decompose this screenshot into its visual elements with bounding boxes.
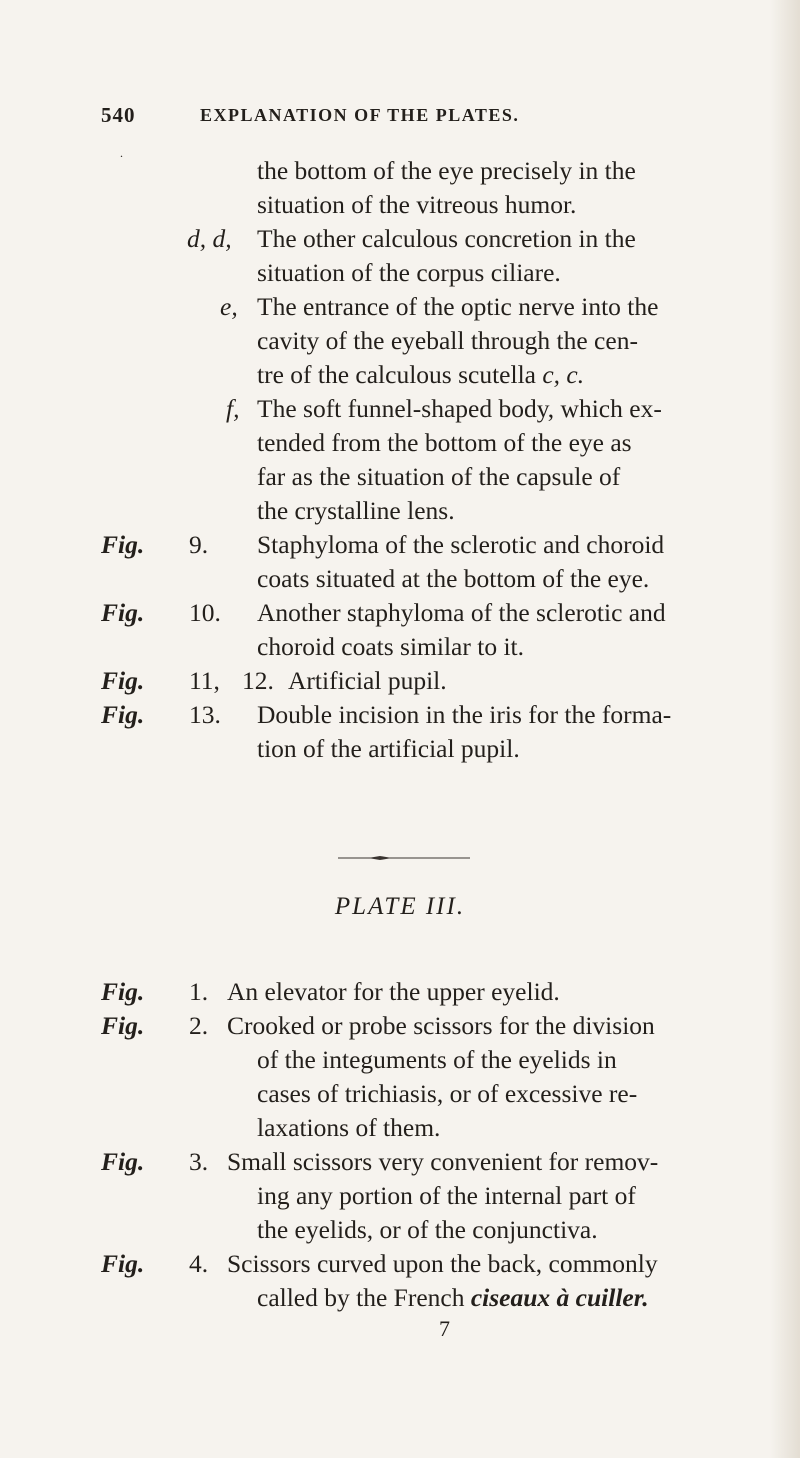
fig-text: Staphyloma of the sclerotic and choroid: [257, 530, 665, 559]
fig-text-prefix: called by the French: [257, 1283, 465, 1312]
fig-label: Fig.: [101, 977, 145, 1006]
fig-label: Fig.: [101, 1249, 145, 1278]
ornamental-rule: [0, 853, 800, 863]
fig-text: cases of trichiasis, or of excessive re-: [257, 1079, 638, 1108]
fig-label: Fig.: [101, 1147, 145, 1176]
fig-text: coats situated at the bottom of the eye.: [257, 564, 650, 593]
running-title: EXPLANATION OF THE PLATES.: [200, 105, 520, 125]
fig-text: Crooked or probe scissors for the division: [227, 1011, 655, 1040]
item-f-text: far as the situation of the capsule of: [257, 462, 621, 491]
item-d-text: The other calculous concretion in the: [257, 224, 636, 253]
fig-number: 2.: [189, 1011, 209, 1040]
fig-text: Small scissors very convenient for remov-: [227, 1147, 659, 1176]
fig-text: the eyelids, or of the conjunctiva.: [257, 1215, 598, 1244]
item-e-text: [257, 358, 584, 392]
fig-label: Fig.: [101, 1011, 145, 1040]
fig-text: [257, 1281, 649, 1315]
plate-title: PLATE III.: [334, 893, 466, 920]
item-e-text-prefix: tre of the calculous scutella: [257, 360, 536, 389]
fig-label: Fig.: [101, 666, 145, 695]
fig-text: Another staphyloma of the sclerotic and: [257, 598, 666, 627]
item-e-text-italic: c, c.: [542, 360, 585, 389]
fig-text: laxations of them.: [257, 1113, 441, 1142]
fig-text: tion of the artificial pupil.: [257, 734, 520, 763]
item-label-e: e,: [220, 292, 238, 321]
fig-number: 3.: [189, 1147, 209, 1176]
fig-number: 1.: [189, 977, 209, 1006]
fig-label: Fig.: [101, 700, 145, 729]
page-number: 540: [101, 103, 136, 127]
item-e-text: The entrance of the optic nerve into the: [257, 292, 659, 321]
fig-text: choroid coats similar to it.: [257, 632, 524, 661]
fig-text: Scissors curved upon the back, commonly: [227, 1249, 658, 1278]
fig-number: 4.: [189, 1249, 209, 1278]
item-d-text: situation of the corpus ciliare.: [257, 258, 561, 287]
fig-text-italic: ciseaux à cuiller.: [470, 1283, 649, 1312]
item-f-text: The soft funnel-shaped body, which ex-: [257, 394, 662, 423]
item-e-text: cavity of the eyeball through the cen-: [257, 326, 638, 355]
fig-number: 13.: [189, 700, 221, 729]
item-label-f: f,: [226, 394, 240, 423]
fig-number: 11,: [189, 666, 220, 695]
fig-label: Fig.: [101, 598, 145, 627]
item-label-d: d, d,: [187, 224, 232, 253]
fig-text: An elevator for the upper eyelid.: [227, 977, 560, 1006]
running-header: [0, 103, 800, 133]
fig-text: Double incision in the iris for the forma-: [257, 700, 672, 729]
item-f-text: the crystalline lens.: [257, 496, 455, 525]
stray-mark: .: [120, 146, 123, 160]
fig-text: of the integuments of the eyelids in: [257, 1045, 617, 1074]
signature-mark: 7: [439, 1316, 450, 1341]
page-edge-shadow: [770, 0, 800, 1458]
fig-label: Fig.: [101, 530, 145, 559]
fig-number: 9.: [189, 530, 209, 559]
body-line: situation of the vitreous humor.: [257, 190, 577, 219]
fig-number-2: 12.: [242, 666, 274, 695]
fig-number: 10.: [189, 598, 221, 627]
body-line: the bottom of the eye precisely in the: [257, 156, 636, 185]
item-f-text: tended from the bottom of the eye as: [257, 428, 632, 457]
fig-text: ing any portion of the internal part of: [257, 1181, 636, 1210]
fig-text: Artificial pupil.: [288, 666, 447, 695]
